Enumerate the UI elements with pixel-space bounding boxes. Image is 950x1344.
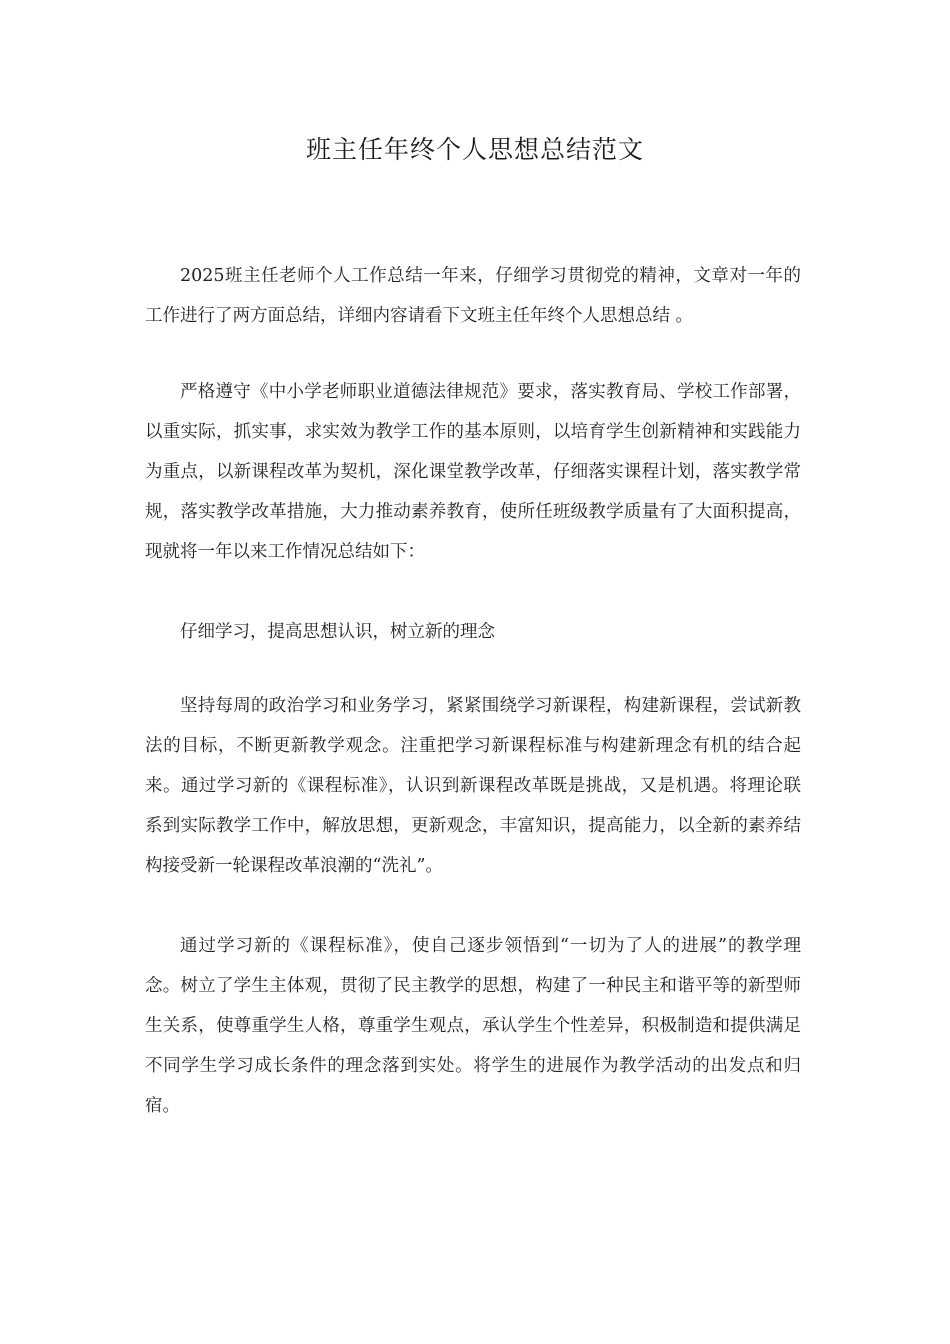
paragraph-principles: 严格遵守《中小学老师职业道德法律规范》要求，落实教育局、学校工作部署，以重实际，抓实事，求实效为教学工作的基本原则，以培育学生创新精神和实践能力为重点，以新课程改革为契机，深化课堂教学改革，仔细落实课程计划，落实教学常规，落实教学改革措施，大力推动素养教育，使所任班级教学质量有了大面积提高，现就将一年以来工作情况总结如下：	[145, 382, 801, 562]
paragraph-study: 坚持每周的政治学习和业务学习，紧紧围绕学习新课程，构建新课程，尝试新教法的目标，不断更新教学观念。注重把学习新课程标准与构建新理念有机的结合起来。通过学习新的《课程标准》，认识到新课程改革既是挑战，又是机遇。将理论联系到实际教学工作中，解放思想，更新观念，丰富知识，提高能力，以全新的素养结构接受新一轮课程改革浪潮的“洗礼”。	[145, 696, 801, 876]
paragraph-intro: 2025班主任老师个人工作总结一年来，仔细学习贯彻党的精神，文章对一年的工作进行了两方面总结，详细内容请看下文班主任年终个人思想总结 。	[145, 266, 801, 326]
section-heading: 仔细学习，提高思想认识，树立新的理念	[180, 622, 495, 642]
paragraph-curriculum: 通过学习新的《课程标准》，使自己逐步领悟到“一切为了人的进展”的教学理念。树立了学生主体观，贯彻了民主教学的思想，构建了一种民主和谐平等的新型师生关系，使尊重学生人格，尊重学生观点，承认学生个性差异，积极制造和提供满足不同学生学习成长条件的理念落到实处。将学生的进展作为教学活动的出发点和归宿。	[145, 936, 801, 1116]
document-title: 班主任年终个人思想总结范文	[305, 135, 644, 164]
